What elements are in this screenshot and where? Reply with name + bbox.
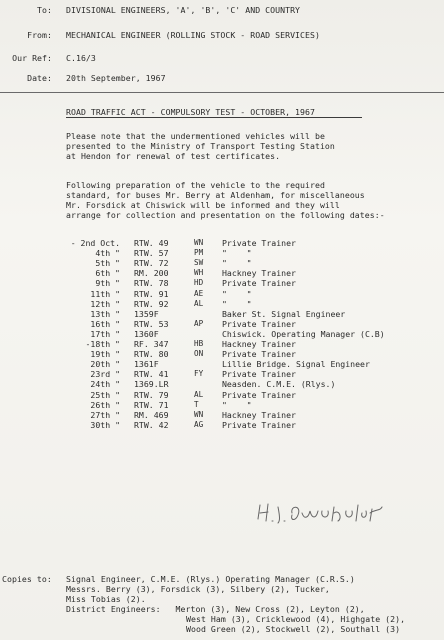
schedule-duty: Chiswick. Operating Manager (C.B): [222, 328, 385, 339]
schedule-garage-code: HD: [194, 278, 204, 288]
schedule-garage-code: SW: [194, 258, 204, 268]
schedule-date: 4th ": [95, 248, 120, 259]
schedule-row: [0, 309, 444, 319]
schedule-date: 26th ": [90, 399, 120, 410]
schedule-garage-code: HB: [194, 339, 204, 348]
schedule-fleet-number: RTW. 53: [134, 318, 169, 329]
para1-line3: at Hendon for renewal of test certificates.: [66, 151, 281, 161]
copies-line3: Miss Tobias (2).: [66, 594, 146, 604]
copies-line6: Wood Green (2), Stockwell (2), Southall (3): [186, 624, 401, 634]
schedule-date: -18th ": [85, 339, 120, 349]
schedule-duty: Private Trainer: [222, 238, 296, 248]
schedule-garage-code: AL: [194, 389, 204, 399]
schedule-date: 23rd ": [90, 369, 120, 380]
schedule-date: 6th ": [95, 268, 120, 279]
schedule-garage-code: AE: [194, 288, 204, 298]
schedule-fleet-number: 1360F: [134, 328, 159, 339]
date-value: 20th September, 1967: [66, 73, 166, 83]
schedule-fleet-number: RTW. 79: [134, 389, 169, 400]
schedule-duty: Private Trainer: [222, 419, 296, 430]
schedule-duty: Neasden. C.M.E. (Rlys.): [222, 379, 336, 390]
schedule-fleet-number: RM. 200: [134, 268, 169, 279]
schedule-date: 13th ": [90, 308, 120, 319]
schedule-row: [0, 390, 444, 400]
schedule-row: [0, 349, 444, 359]
schedule-date: 5th ": [95, 258, 120, 269]
schedule-garage-code: WN: [194, 238, 204, 247]
schedule-duty: Hackney Trainer: [222, 409, 296, 420]
copies-line4: District Engineers: Merton (3), New Cross (2), Leyton (2),: [66, 604, 365, 614]
schedule-fleet-number: RF. 347: [134, 339, 169, 349]
from-label: From:: [27, 30, 52, 40]
schedule-date: 27th ": [90, 409, 120, 420]
schedule-date: 19th ": [90, 349, 120, 360]
schedule-duty: Private Trainer: [222, 318, 296, 329]
schedule-date: - 2nd Oct.: [70, 238, 120, 248]
schedule-garage-code: AP: [194, 318, 204, 328]
schedule-duty: Hackney Trainer: [222, 268, 296, 279]
schedule-date: 25th ": [90, 389, 120, 400]
schedule-duty: " ": [222, 258, 252, 269]
schedule-fleet-number: RTW. 49: [134, 238, 169, 248]
schedule-date: 9th ": [95, 278, 120, 289]
schedule-date: 11th ": [90, 288, 120, 299]
schedule-duty: Hackney Trainer: [222, 339, 296, 349]
schedule-row: [0, 248, 444, 258]
from-value: MECHANICAL ENGINEER (ROLLING STOCK - ROAD SERVICES): [66, 30, 320, 40]
schedule-garage-code: PM: [194, 248, 204, 258]
schedule-date: 20th ": [90, 359, 120, 370]
schedule-garage-code: WN: [194, 409, 204, 419]
schedule-date: 12th ": [90, 298, 120, 309]
copies-line1: Signal Engineer, C.M.E. (Rlys.) Operating Manager (C.R.S.): [66, 574, 355, 584]
to-value: DIVISIONAL ENGINEERS, 'A', 'B', 'C' AND COUNTRY: [66, 5, 301, 15]
copies-label: Copies to:: [2, 574, 52, 584]
schedule-row: [0, 319, 444, 329]
schedule-fleet-number: 1361F: [134, 359, 159, 370]
schedule-row: [0, 258, 444, 268]
schedule-fleet-number: RTW. 92: [134, 298, 169, 309]
schedule-row: [0, 410, 444, 420]
schedule-date: 30th ": [90, 419, 120, 430]
ref-value: C.16/3: [66, 53, 96, 63]
schedule-row: [0, 339, 444, 349]
para2-line2: standard, for buses Mr. Berry at Aldenham, for miscellaneous: [66, 190, 365, 200]
schedule-fleet-number: RTW. 41: [134, 369, 169, 380]
schedule-garage-code: ON: [194, 349, 204, 359]
schedule-row: [0, 379, 444, 389]
schedule-date: 17th ": [90, 328, 120, 339]
schedule-row: [0, 359, 444, 369]
para1-line1: Please note that the undermentioned vehicles will be: [66, 131, 325, 141]
schedule-fleet-number: 1369.LR: [134, 379, 169, 390]
schedule-fleet-number: 1359F: [134, 308, 159, 319]
para2-line3: Mr. Forsdick at Chiswick will be informed and they will: [66, 200, 340, 210]
copies-line2: Messrs. Berry (3), Forsdick (3), Silbery (2), Tucker,: [66, 584, 330, 594]
schedule-duty: " ": [222, 298, 252, 309]
schedule-duty: Private Trainer: [222, 389, 296, 400]
schedule-duty: " ": [222, 288, 252, 299]
schedule-date: 24th ": [90, 379, 120, 390]
schedule-garage-code: AL: [194, 298, 204, 308]
schedule-row: [0, 400, 444, 410]
schedule-duty: " ": [222, 399, 252, 410]
schedule-fleet-number: RTW. 72: [134, 258, 169, 269]
schedule-row: [0, 420, 444, 430]
schedule-garage-code: FY: [194, 369, 204, 379]
schedule-fleet-number: RTW. 78: [134, 278, 169, 289]
to-label: To:: [37, 5, 52, 15]
copies-line5: West Ham (3), Cricklewood (4), Highgate (2),: [186, 614, 406, 624]
schedule-fleet-number: RTW. 71: [134, 399, 169, 410]
schedule-garage-code: T: [194, 399, 199, 409]
schedule-duty: Private Trainer: [222, 349, 296, 360]
schedule-garage-code: WH: [194, 268, 204, 278]
schedule-date: 16th ": [90, 318, 120, 329]
schedule-duty: Private Trainer: [222, 369, 296, 380]
schedule-row: [0, 369, 444, 379]
schedule-fleet-number: RTW. 57: [134, 248, 169, 259]
para2-line4: arrange for collection and presentation on the following dates:-: [66, 210, 385, 220]
schedule-fleet-number: RTW. 80: [134, 349, 169, 360]
schedule-row: [0, 289, 444, 299]
schedule-garage-code: AG: [194, 419, 204, 429]
handwritten-signature: [250, 495, 410, 535]
schedule-row: [0, 238, 444, 248]
schedule-row: [0, 278, 444, 288]
schedule-duty: Private Trainer: [222, 278, 296, 289]
memo-subject: ROAD TRAFFIC ACT - COMPULSORY TEST - OCTOBER, 1967: [66, 107, 315, 117]
schedule-fleet-number: RTW. 91: [134, 288, 169, 299]
schedule-duty: Baker St. Signal Engineer: [222, 308, 346, 319]
schedule-duty: " ": [222, 248, 252, 259]
schedule-fleet-number: RTW. 42: [134, 419, 169, 430]
schedule-duty: Lillie Bridge. Signal Engineer: [222, 359, 370, 370]
schedule-row: [0, 268, 444, 278]
header-divider: [0, 92, 444, 93]
para2-line1: Following preparation of the vehicle to the required: [66, 180, 325, 190]
schedule-row: [0, 299, 444, 309]
date-label: Date:: [27, 73, 52, 83]
schedule-row: [0, 329, 444, 339]
para1-line2: presented to the Ministry of Transport Testing Station: [66, 141, 335, 151]
subject-underline: [66, 117, 362, 118]
ref-label: Our Ref:: [12, 53, 52, 63]
schedule-fleet-number: RM. 469: [134, 409, 169, 420]
